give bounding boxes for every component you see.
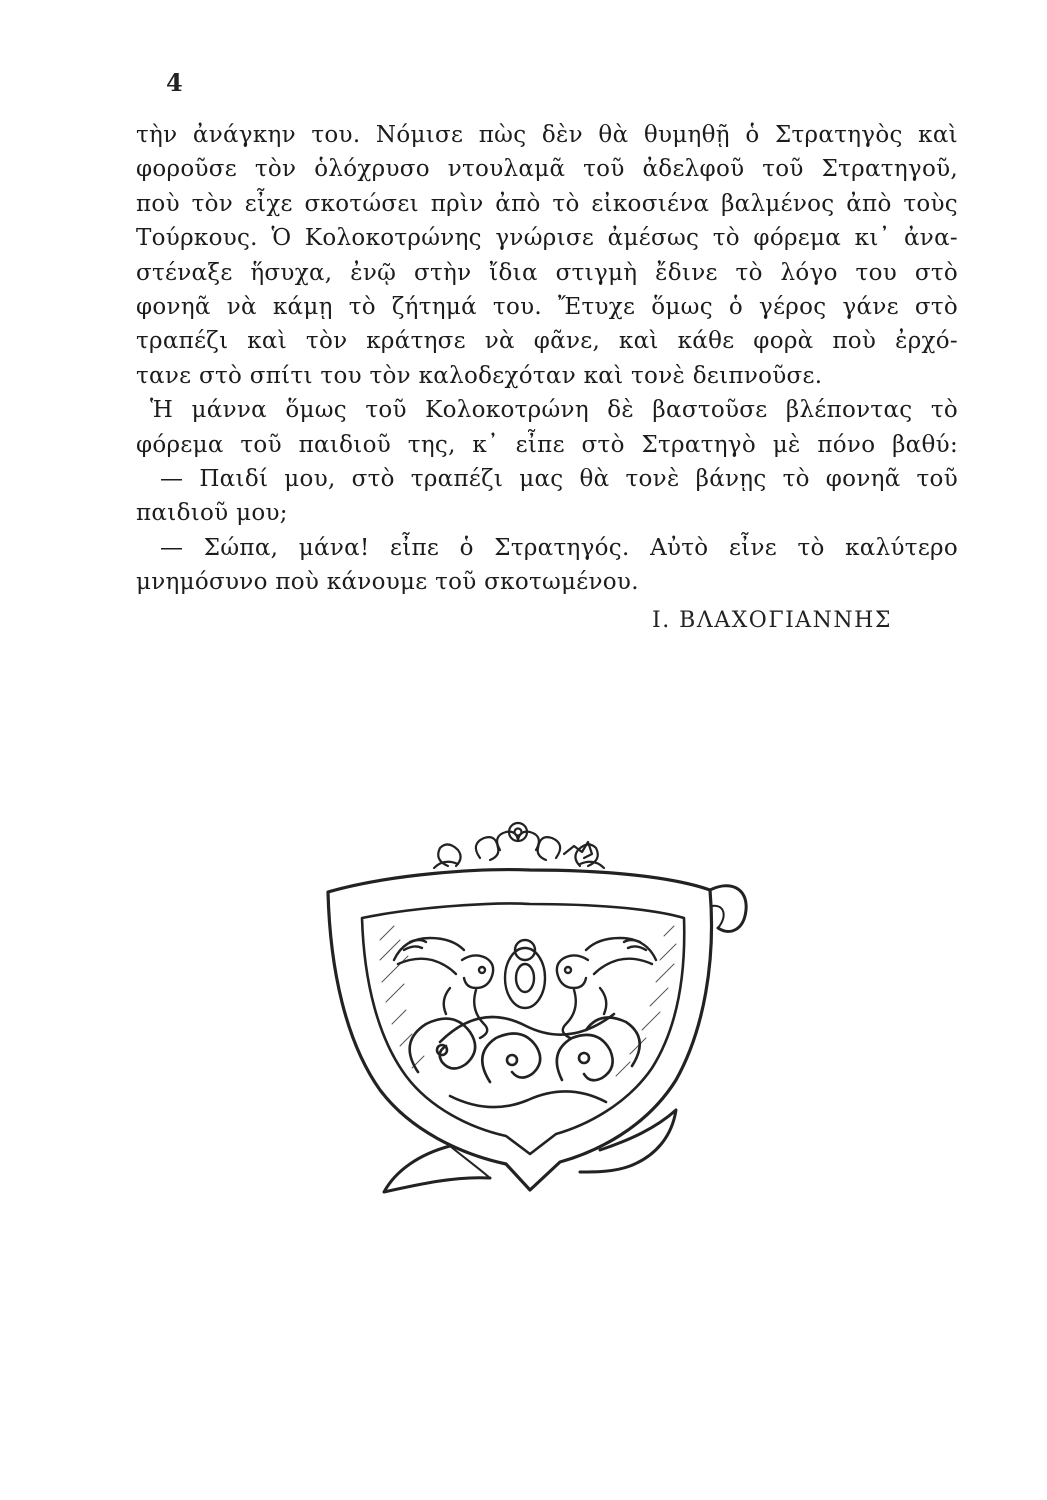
- text-line: — Σώπα, μάνα! εἶπε ὁ Στρατηγός. Αὐτὸ εἶνε τὸ καλύτερο: [160, 534, 958, 561]
- ornamental-shield-with-griffins-icon: [300, 810, 760, 1200]
- body-text: [136, 118, 966, 599]
- text-line: τὴν ἀνάγκην του. Νόμισε πὼς δὲν θὰ θυμηθῇ ὁ Στρατηγὸς καὶ: [136, 122, 958, 148]
- text-line: φόρεμα τοῦ παιδιοῦ της, κ᾿ εἶπε στὸ Στρατηγὸ μὲ πόνο βαθύ:: [136, 431, 958, 458]
- author-signature: Ι. ΒΛΑΧΟΓΙΑΝΝΗΣ: [652, 608, 892, 633]
- text-line: Τούρκους. Ὁ Κολοκοτρώνης γνώρισε ἀμέσως τὸ φόρεμα κι᾿ ἀνα-: [136, 225, 958, 252]
- text-line: τραπέζι καὶ τὸν κράτησε νὰ φᾶνε, καὶ κάθε φορὰ ποὺ ἐρχό-: [136, 328, 958, 355]
- text-line: Ἡ μάννα ὅμως τοῦ Κολοκοτρώνη δὲ βαστοῦσε βλέποντας τὸ: [150, 397, 958, 424]
- page-number: 4: [166, 68, 183, 97]
- text-line: — Παιδί μου, στὸ τραπέζι μας θὰ τονὲ βάνῃς τὸ φονηᾶ τοῦ: [160, 465, 958, 492]
- text-line: μνημόσυνο ποὺ κάνουμε τοῦ σκοτωμένου.: [136, 569, 639, 596]
- text-line: τανε στὸ σπίτι του τὸν καλοδεχόταν καὶ τονὲ δειπνοῦσε.: [136, 362, 823, 389]
- text-line: φοροῦσε τὸν ὁλόχρυσο ντουλαμᾶ τοῦ ἀδελφοῦ τοῦ Στρατηγοῦ,: [136, 156, 958, 183]
- text-line: στέναξε ἥσυχα, ἐνῷ στὴν ἴδια στιγμὴ ἔδινε τὸ λόγο του στὸ: [136, 259, 958, 286]
- text-line: παιδιοῦ μου;: [136, 500, 288, 527]
- text-line: ποὺ τὸν εἶχε σκοτώσει πρὶν ἀπὸ τὸ εἰκοσιένα βαλμένος ἀπὸ τοὺς: [136, 190, 958, 217]
- text-line: φονηᾶ νὰ κάμῃ τὸ ζήτημά του. Ἔτυχε ὅμως ὁ γέρος γάνε στὸ: [136, 293, 958, 320]
